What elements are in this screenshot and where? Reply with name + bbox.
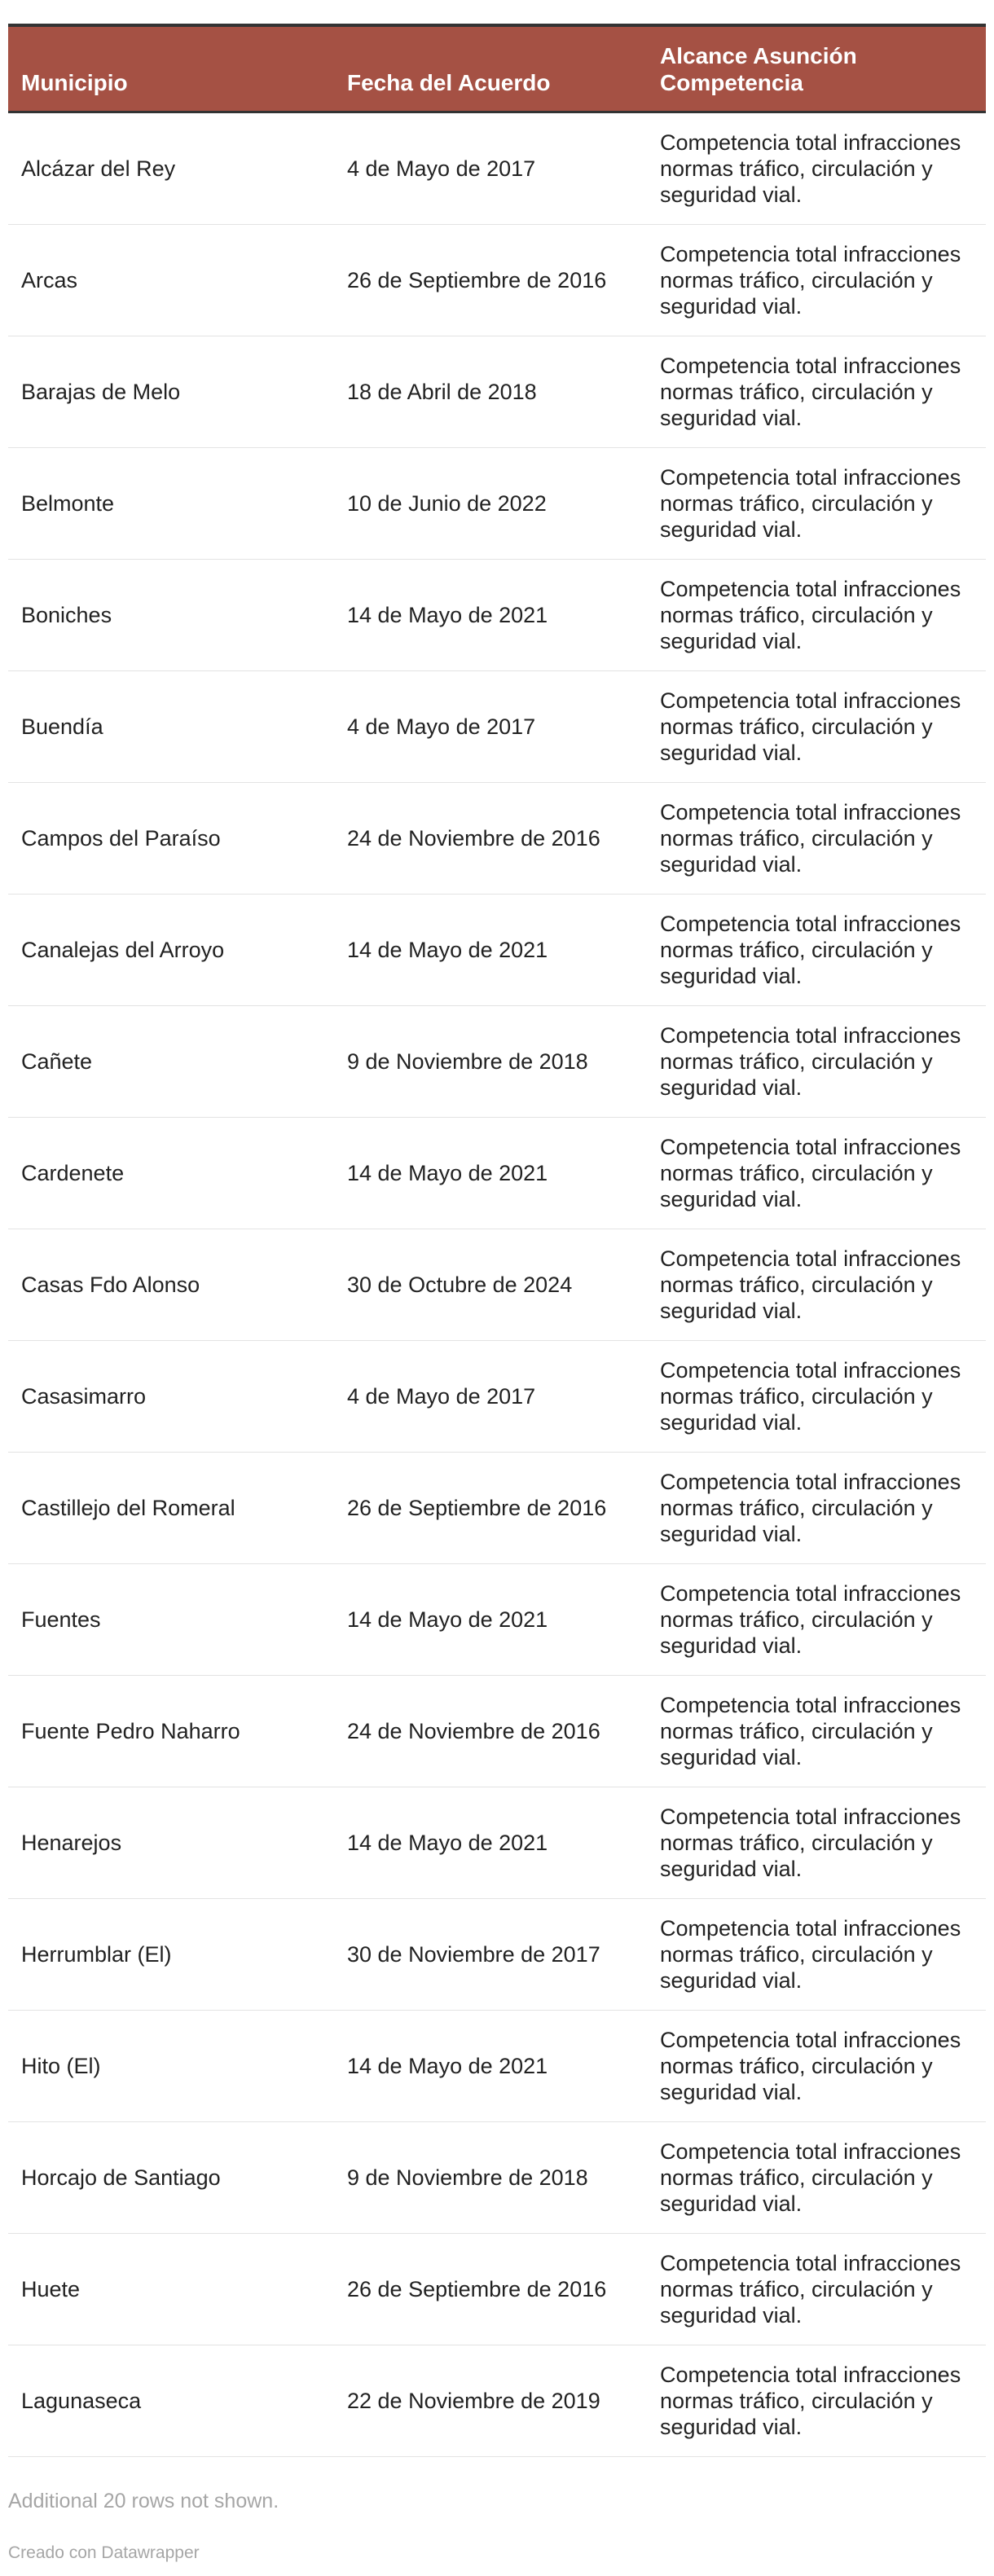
alcance-cell: Competencia total infracciones normas tráfico, circulación y seguridad vial. — [660, 354, 961, 430]
fecha-cell: 10 de Junio de 2022 — [347, 491, 547, 516]
fecha-cell: 26 de Septiembre de 2016 — [347, 268, 607, 292]
alcance-cell: Competencia total infracciones normas tráfico, circulación y seguridad vial. — [660, 1246, 961, 1323]
table-row — [8, 1787, 986, 1899]
alcance-cell: Competencia total infracciones normas tráfico, circulación y seguridad vial. — [660, 2139, 961, 2216]
municipio-cell: Belmonte — [21, 491, 115, 516]
alcance-cell: Competencia total infracciones normas tráfico, circulación y seguridad vial. — [660, 1358, 961, 1435]
municipio-cell: Henarejos — [21, 1831, 122, 1855]
municipio-cell: Hito (El) — [21, 2054, 101, 2078]
table-row — [8, 113, 986, 225]
fecha-cell: 26 de Septiembre de 2016 — [347, 1496, 607, 1520]
fecha-cell: 18 de Abril de 2018 — [347, 380, 537, 404]
municipio-cell: Canalejas del Arroyo — [21, 938, 225, 962]
fecha-cell: 9 de Noviembre de 2018 — [347, 2165, 588, 2190]
fecha-cell: 30 de Noviembre de 2017 — [347, 1942, 600, 1967]
column-header-fecha[interactable]: Fecha del Acuerdo — [347, 70, 551, 95]
table-header — [8, 27, 986, 113]
alcance-cell: Competencia total infracciones normas tráfico, circulación y seguridad vial. — [660, 2028, 961, 2104]
alcance-cell: Competencia total infracciones normas tráfico, circulación y seguridad vial. — [660, 1581, 961, 1658]
alcance-cell: Competencia total infracciones normas tráfico, circulación y seguridad vial. — [660, 2251, 961, 2328]
data-table — [8, 24, 986, 2457]
table-row — [8, 2234, 986, 2345]
fecha-cell: 4 de Mayo de 2017 — [347, 714, 536, 739]
alcance-cell: Competencia total infracciones normas tráfico, circulación y seguridad vial. — [660, 800, 961, 877]
table-row — [8, 2011, 986, 2122]
table-row — [8, 671, 986, 783]
table-row — [8, 1006, 986, 1118]
municipio-cell: Cañete — [21, 1049, 93, 1074]
table-row — [8, 448, 986, 560]
fecha-cell: 14 de Mayo de 2021 — [347, 1607, 548, 1632]
fecha-cell: 24 de Noviembre de 2016 — [347, 826, 600, 851]
column-header-municipio[interactable]: Municipio — [21, 70, 128, 95]
alcance-cell: Competencia total infracciones normas tráfico, circulación y seguridad vial. — [660, 465, 961, 542]
table-row — [8, 1341, 986, 1453]
fecha-cell: 14 de Mayo de 2021 — [347, 603, 548, 627]
table-row — [8, 1564, 986, 1676]
credit-line: Creado con Datawrapper — [8, 2543, 200, 2562]
table-row — [8, 336, 986, 448]
table-row — [8, 2122, 986, 2234]
municipio-cell: Lagunaseca — [21, 2389, 142, 2413]
table-row — [8, 1676, 986, 1787]
municipio-cell: Casasimarro — [21, 1384, 147, 1409]
fecha-cell: 14 de Mayo de 2021 — [347, 1161, 548, 1185]
table-row — [8, 1229, 986, 1341]
alcance-cell: Competencia total infracciones normas tráfico, circulación y seguridad vial. — [660, 577, 961, 653]
fecha-cell: 9 de Noviembre de 2018 — [347, 1049, 588, 1074]
municipio-cell: Fuente Pedro Naharro — [21, 1719, 240, 1743]
fecha-cell: 24 de Noviembre de 2016 — [347, 1719, 600, 1743]
table-row — [8, 560, 986, 671]
municipio-cell: Boniches — [21, 603, 112, 627]
alcance-cell: Competencia total infracciones normas tráfico, circulación y seguridad vial. — [660, 130, 961, 207]
table-row — [8, 1899, 986, 2011]
municipio-cell: Cardenete — [21, 1161, 125, 1185]
municipio-cell: Campos del Paraíso — [21, 826, 221, 851]
alcance-cell: Competencia total infracciones normas tráfico, circulación y seguridad vial. — [660, 1693, 961, 1769]
table-row — [8, 2345, 986, 2457]
table-body — [8, 113, 986, 2457]
alcance-cell: Competencia total infracciones normas tráfico, circulación y seguridad vial. — [660, 242, 961, 319]
table-row — [8, 225, 986, 336]
alcance-cell: Competencia total infracciones normas tráfico, circulación y seguridad vial. — [660, 912, 961, 988]
fecha-cell: 22 de Noviembre de 2019 — [347, 2389, 600, 2413]
municipio-cell: Herrumblar (El) — [21, 1942, 172, 1967]
rows-hidden-note: Additional 20 rows not shown. — [8, 2490, 279, 2512]
table-row — [8, 1453, 986, 1564]
alcance-cell: Competencia total infracciones normas tráfico, circulación y seguridad vial. — [660, 1023, 961, 1100]
fecha-cell: 14 de Mayo de 2021 — [347, 2054, 548, 2078]
municipio-cell: Alcázar del Rey — [21, 156, 176, 181]
municipio-cell: Fuentes — [21, 1607, 101, 1632]
municipio-cell: Huete — [21, 2277, 81, 2301]
municipio-cell: Casas Fdo Alonso — [21, 1273, 200, 1297]
column-header-alcance[interactable]: Alcance Asunción Competencia — [660, 43, 857, 95]
fecha-cell: 14 de Mayo de 2021 — [347, 1831, 548, 1855]
fecha-cell: 30 de Octubre de 2024 — [347, 1273, 573, 1297]
municipio-cell: Horcajo de Santiago — [21, 2165, 221, 2190]
alcance-cell: Competencia total infracciones normas tráfico, circulación y seguridad vial. — [660, 1135, 961, 1211]
table-row — [8, 895, 986, 1006]
table-row — [8, 783, 986, 895]
municipio-cell: Arcas — [21, 268, 78, 292]
fecha-cell: 26 de Septiembre de 2016 — [347, 2277, 607, 2301]
alcance-cell: Competencia total infracciones normas tráfico, circulación y seguridad vial. — [660, 688, 961, 765]
fecha-cell: 4 de Mayo de 2017 — [347, 156, 536, 181]
alcance-cell: Competencia total infracciones normas tráfico, circulación y seguridad vial. — [660, 1470, 961, 1546]
municipio-cell: Castillejo del Romeral — [21, 1496, 235, 1520]
fecha-cell: 14 de Mayo de 2021 — [347, 938, 548, 962]
fecha-cell: 4 de Mayo de 2017 — [347, 1384, 536, 1409]
table-row — [8, 1118, 986, 1229]
municipio-cell: Buendía — [21, 714, 103, 739]
alcance-cell: Competencia total infracciones normas tráfico, circulación y seguridad vial. — [660, 1916, 961, 1993]
alcance-cell: Competencia total infracciones normas tráfico, circulación y seguridad vial. — [660, 1805, 961, 1881]
municipio-cell: Barajas de Melo — [21, 380, 181, 404]
alcance-cell: Competencia total infracciones normas tráfico, circulación y seguridad vial. — [660, 2363, 961, 2439]
